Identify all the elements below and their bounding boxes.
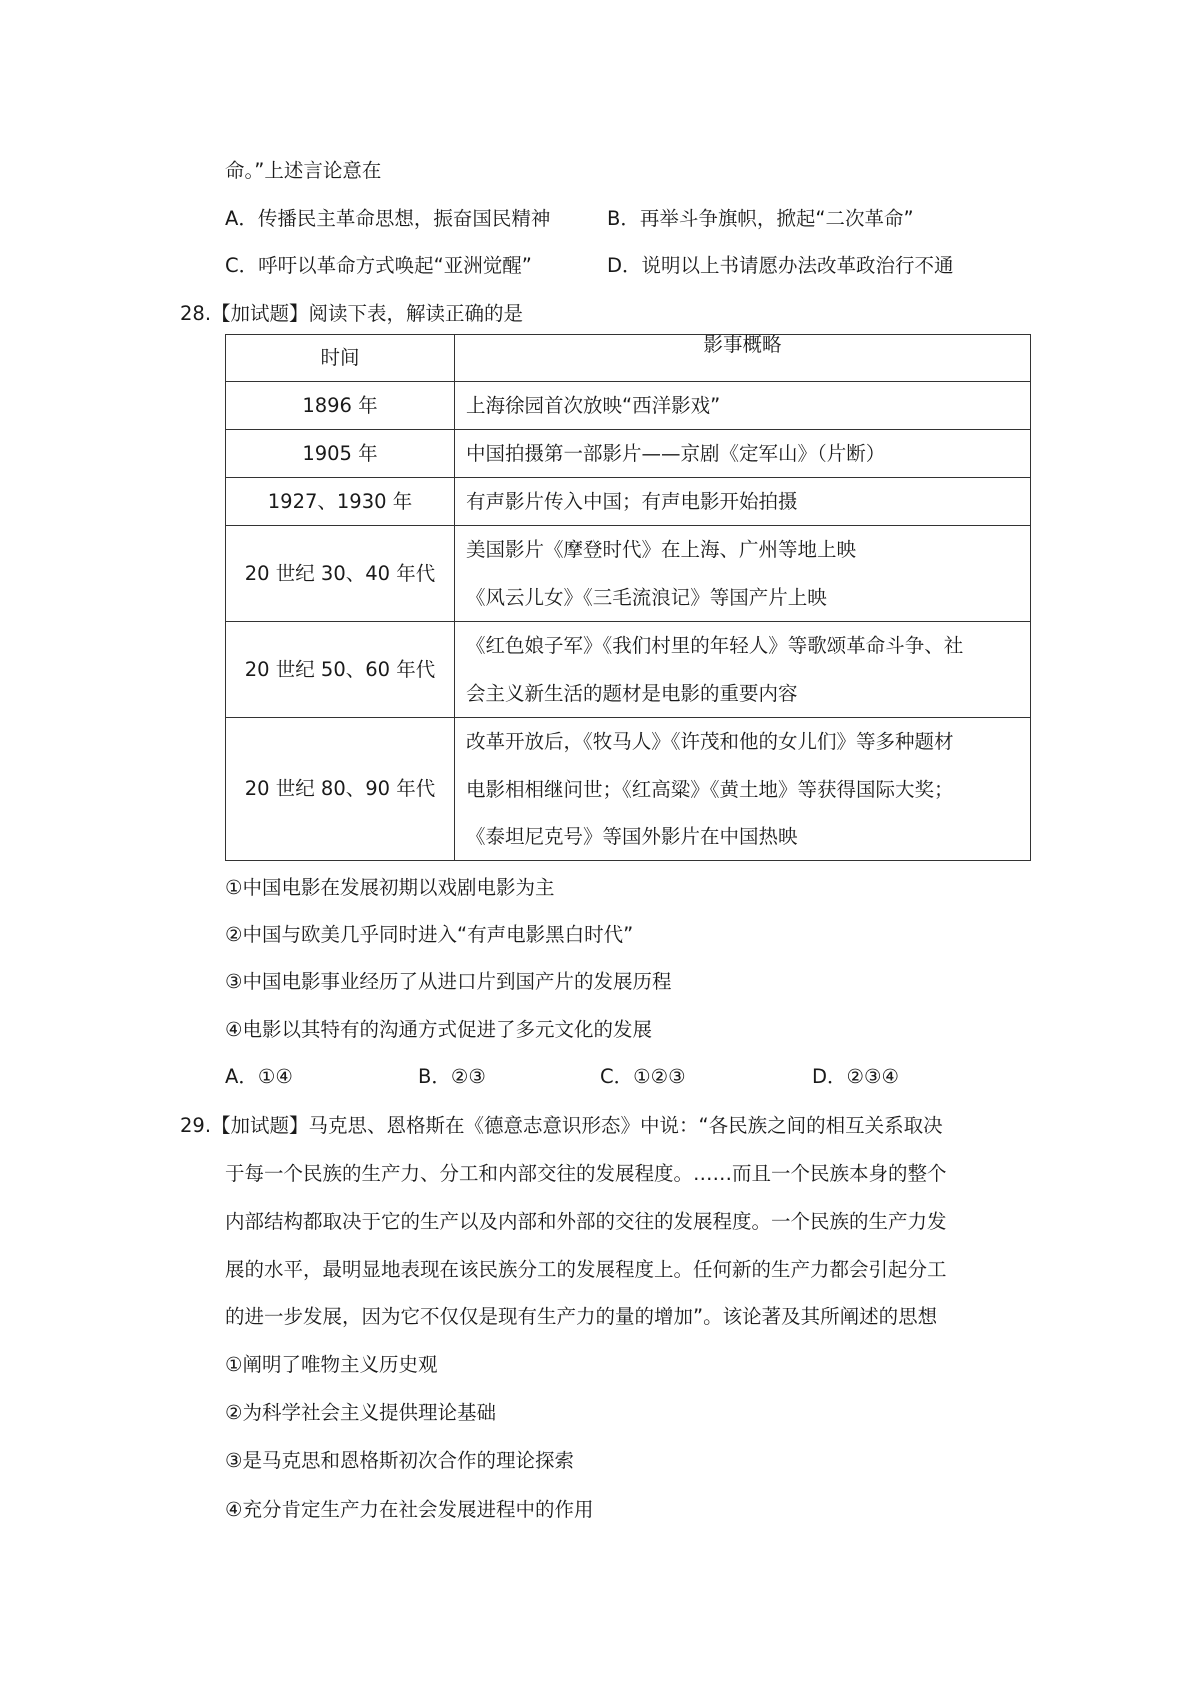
q29-statement-2: ②为科学社会主义提供理论基础 (225, 1401, 496, 1424)
row-summary-line: 《风云儿女》《三毛流浪记》等国产片上映 (466, 585, 827, 609)
q29-stem-line: 内部结构都取决于它的生产以及内部和外部的交往的发展程度。一个民族的生产力发 (225, 1210, 947, 1233)
q27-option-b: B．再举斗争旗帜，掀起“二次革命” (607, 207, 914, 230)
row-summary-line: 有声影片传入中国；有声电影开始拍摄 (466, 490, 798, 513)
q29-stem-line: 马克思、恩格斯在《德意志意识形态》中说：“各民族之间的相互关系取决 (308, 1114, 943, 1137)
row-time: 20 世纪 80、90 年代 (226, 718, 455, 861)
row-summary-line: 美国影片《摩登时代》在上海、广州等地上映 (466, 538, 857, 561)
row-time: 20 世纪 50、60 年代 (226, 622, 455, 718)
q28-option-d: D．②③④ (812, 1065, 899, 1088)
table-row (226, 430, 1031, 478)
table-row (226, 526, 1031, 622)
q28-statement-4: ④电影以其特有的沟通方式促进了多元文化的发展 (225, 1018, 652, 1041)
q28-stem: 阅读下表，解读正确的是 (308, 302, 524, 325)
row-time: 1905 年 (226, 430, 455, 478)
row-summary (455, 526, 1031, 622)
row-time: 1927、1930 年 (226, 478, 455, 526)
q29-stem-line: 展的水平，最明显地表现在该民族分工的发展程度上。任何新的生产力都会引起分工 (225, 1258, 947, 1281)
q27-option-c: C．呼吁以革命方式唤起“亚洲觉醒” (225, 254, 532, 277)
table-row (226, 382, 1031, 430)
q29-statement-4: ④充分肯定生产力在社会发展进程中的作用 (225, 1498, 594, 1521)
q28-tag: 【加试题】 (211, 302, 309, 325)
table-header-row (226, 335, 1031, 382)
q28-option-b: B．②③ (418, 1065, 486, 1088)
q28-option-a: A．①④ (225, 1065, 293, 1088)
q29-statement-3: ③是马克思和恩格斯初次合作的理论探索 (225, 1449, 574, 1472)
q28-option-c: C．①②③ (600, 1065, 686, 1088)
q28-statement-3: ③中国电影事业经历了从进口片到国产片的发展历程 (225, 970, 672, 993)
row-time: 1896 年 (226, 382, 455, 430)
header-summary: 影事概略 (455, 335, 1031, 382)
q29-header (180, 1116, 943, 1136)
q27-option-d: D．说明以上书请愿办法改革政治行不通 (607, 254, 954, 277)
table-row (226, 478, 1031, 526)
table-row (226, 718, 1031, 861)
row-summary (455, 718, 1031, 861)
film-history-table (225, 334, 1031, 861)
table-row (226, 622, 1031, 718)
row-summary-line: 中国拍摄第一部影片——京剧《定军山》（片断） (466, 442, 886, 465)
q29-statement-1: ①阐明了唯物主义历史观 (225, 1353, 438, 1376)
row-summary (455, 430, 1031, 478)
q29-tag: 【加试题】 (211, 1114, 309, 1137)
q27-option-a: A．传播民主革命思想，振奋国民精神 (225, 207, 551, 230)
q28-statement-2: ②中国与欧美几乎同时进入“有声电影黑白时代” (225, 923, 634, 946)
row-time: 20 世纪 30、40 年代 (226, 526, 455, 622)
q28-header (180, 304, 523, 324)
row-summary-line: 电影相相继问世；《红高粱》《黄土地》等获得国际大奖； (466, 777, 954, 801)
q29-stem-line: 于每一个民族的生产力、分工和内部交往的发展程度。……而且一个民族本身的整个 (225, 1162, 947, 1185)
q28-number: 28. (180, 302, 212, 325)
q27-stem-end: 命。”上述言论意在 (225, 159, 382, 182)
row-summary-line: 上海徐园首次放映“西洋影戏” (466, 394, 721, 417)
row-summary (455, 478, 1031, 526)
row-summary-line: 《泰坦尼克号》等国外影片在中国热映 (466, 825, 798, 848)
row-summary (455, 622, 1031, 718)
header-time: 时间 (226, 335, 455, 382)
q29-stem-line: 的进一步发展，因为它不仅仅是现有生产力的量的增加”。该论著及其所阐述的思想 (225, 1305, 938, 1328)
q28-statement-1: ①中国电影在发展初期以戏剧电影为主 (225, 876, 555, 899)
row-summary-line: 改革开放后，《牧马人》《许茂和他的女儿们》等多种题材 (466, 730, 954, 753)
row-summary-line: 会主义新生活的题材是电影的重要内容 (466, 681, 798, 705)
row-summary (455, 382, 1031, 430)
row-summary-line: 《红色娘子军》《我们村里的年轻人》等歌颂革命斗争、社 (466, 634, 964, 657)
q29-number: 29. (180, 1114, 212, 1137)
